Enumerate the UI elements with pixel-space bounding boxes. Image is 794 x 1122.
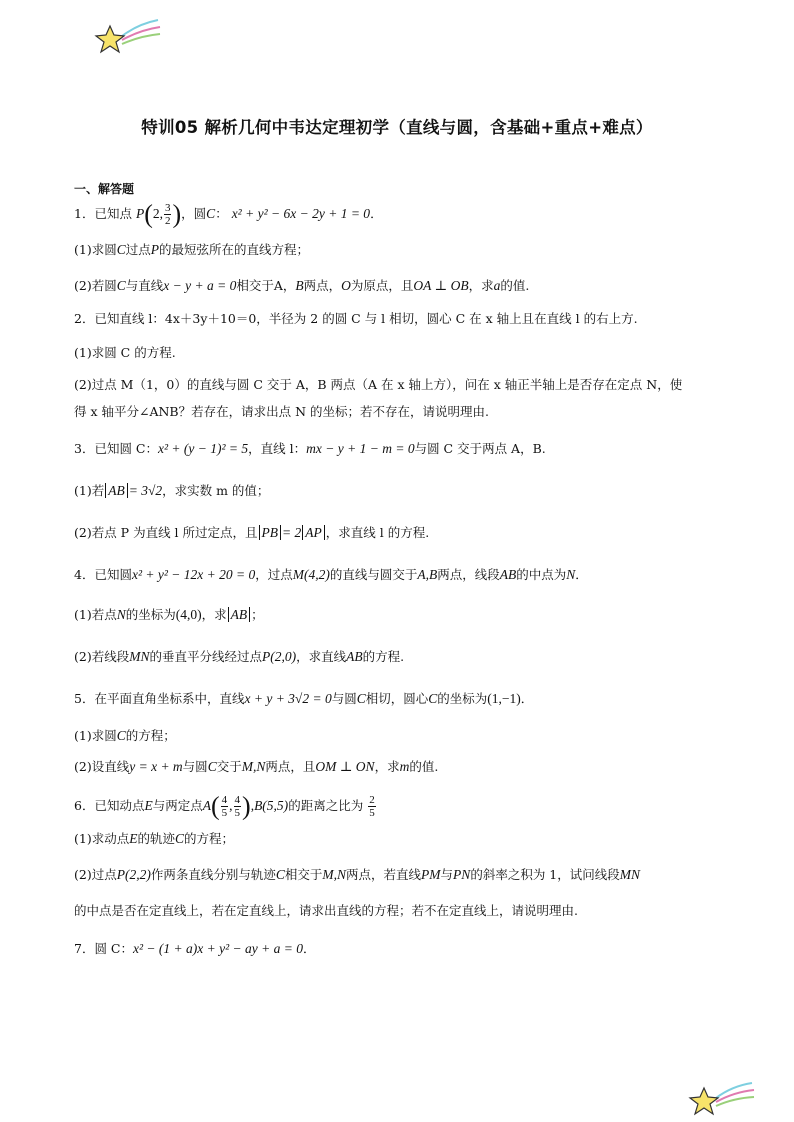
problem-3-part-2: (2)若点 P 为直线 l 所过定点，且 PB = 2 AP ，求直线 l 的方程.	[74, 525, 430, 540]
problem-6-part-1: (1)求动点E的轨迹C的方程；	[74, 831, 235, 846]
problem-3-stem: 3．已知圆 C：x² + (y − 1)² = 5，直线 l：mx − y + 1 − m = 0与圆 C 交于两点 A，B.	[74, 441, 546, 456]
shooting-star-icon	[686, 1078, 758, 1120]
problem-4-part-2: (2)若线段MN的垂直平分线经过点P(2,0)，求直线AB的方程.	[74, 649, 405, 664]
shooting-star-icon	[92, 14, 164, 60]
problem-6-part-2: (2)过点P(2,2)作两条直线分别与轨迹C相交于M,N两点，若直线PM与PN的斜率之积为 1，试问线段MN	[74, 867, 640, 882]
problem-3-part-1: (1)若 AB = 3√2，求实数 m 的值；	[74, 483, 270, 498]
problem-2-part-1: (1)求圆 C 的方程.	[74, 345, 176, 360]
problem-6-part-2-cont: 的中点是否在定直线上，若在定直线上，请求出直线的方程；若不在定直线上，请说明理由.	[74, 903, 578, 918]
page-title: 特训05 解析几何中韦达定理初学（直线与圆，含基础+重点+难点）	[141, 118, 653, 138]
problem-2-part-2-cont: 得 x 轴平分∠ANB？若存在，请求出点 N 的坐标；若不存在，请说明理由.	[74, 404, 489, 419]
problem-5-part-2: (2)设直线y = x + m与圆C交于M,N两点，且OM ⊥ ON，求m的值.	[74, 759, 439, 774]
problem-5-stem: 5．在平面直角坐标系中，直线x + y + 3√2 = 0与圆C相切，圆心C的坐标为(1,−1)．	[74, 691, 534, 706]
problem-5-part-1: (1)求圆C的方程；	[74, 728, 176, 743]
problem-1-part-1: (1)求圆C过点P的最短弦所在的直线方程；	[74, 242, 310, 257]
problem-4-part-1: (1)若点N的坐标为(4,0)，求 AB ；	[74, 607, 264, 622]
problem-1-stem: 1．已知点 P(2, $\frac{3}{2}$ )，圆C： x² + y² − 6x − 2y + 1 = 0．	[74, 199, 383, 229]
problem-2-part-2: (2)过点 M（1，0）的直线与圆 C 交于 A，B 两点（A 在 x 轴上方），问在 x 轴正半轴上是否存在定点 N，使	[74, 377, 683, 392]
problem-1-part-2: (2)若圆C与直线x − y + a = 0相交于A，B两点，O为原点，且OA ⊥ OB，求a的值.	[74, 278, 530, 293]
problem-4-stem: 4．已知圆x² + y² − 12x + 20 = 0，过点M(4,2)的直线与圆交于A,B两点，线段AB的中点为N．	[74, 567, 588, 582]
problem-2-stem: 2．已知直线 l：4x＋3y＋10＝0，半径为 2 的圆 C 与 l 相切，圆心 C 在 x 轴上且在直线 l 的右上方.	[74, 311, 638, 326]
problem-7-stem: 7．圆 C：x² − (1 + a)x + y² − ay + a = 0．	[74, 941, 316, 956]
section-heading: 一、解答题	[74, 182, 135, 196]
problem-6-stem: 6．已知动点E与两定点A( $\frac{4}{5}$ , $\frac{4}{5}$ ),B(5,5)的距离之比为 $\frac{2}{5}$	[74, 791, 375, 821]
